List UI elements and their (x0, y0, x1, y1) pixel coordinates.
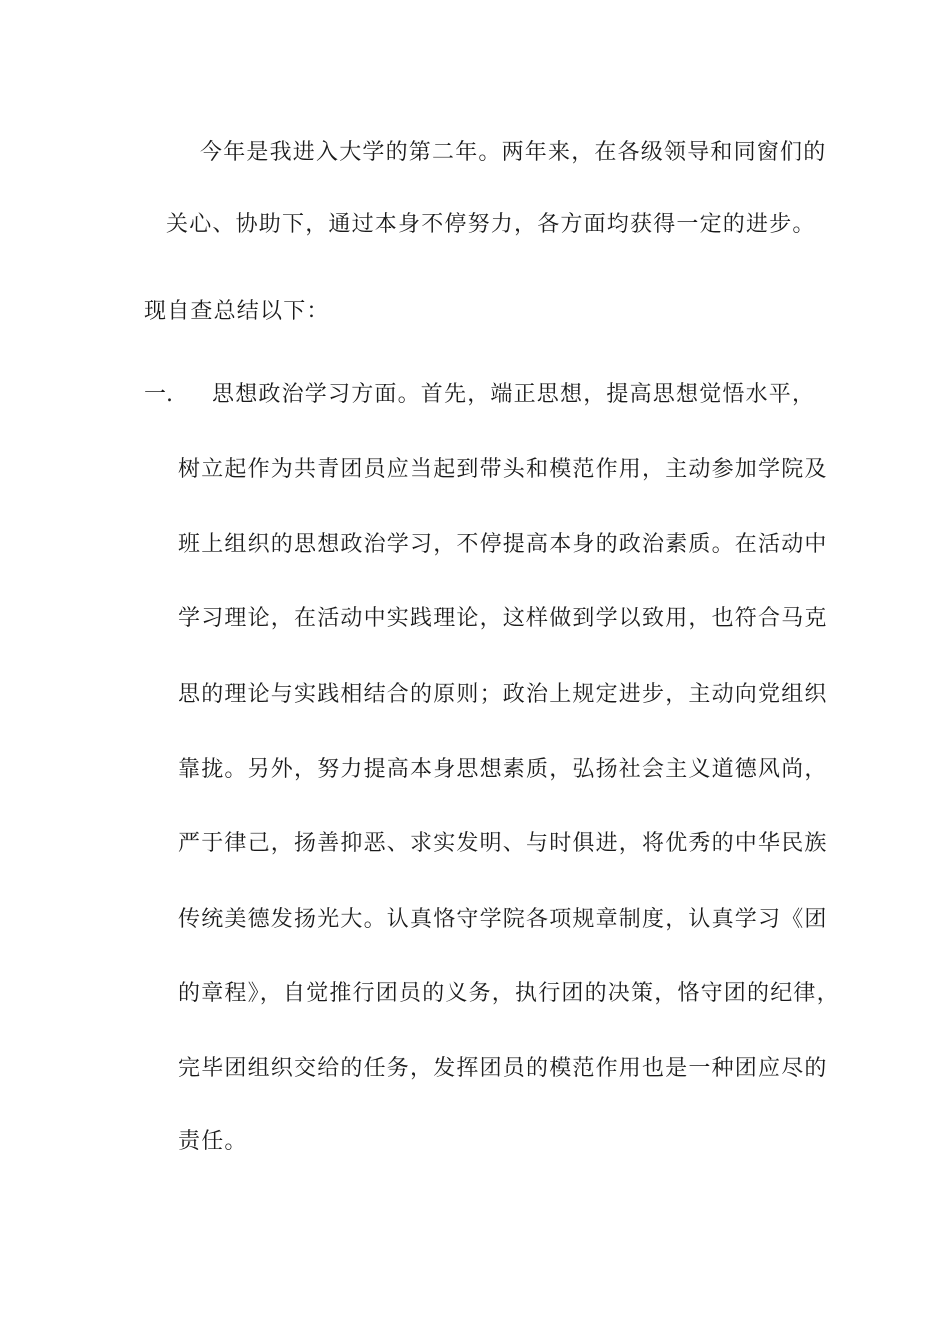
section-1-line-8: 传统美德发扬光大。认真恪守学院各项规章制度，认真学习《团 (178, 907, 828, 932)
section-1-line-7: 严于律己，扬善抑恶、求实发明、与时俱进，将优秀的中华民族 (178, 831, 828, 856)
section-1-line-6: 靠拢。另外，努力提高本身思想素质，弘扬社会主义道德风尚， (178, 757, 828, 782)
intro-line-1: 今年是我进入大学的第二年。两年来，在各级领导和同窗们的 (200, 140, 827, 165)
section-1-line-2: 树立起作为共青团员应当起到带头和模范作用，主动参加学院及 (178, 457, 828, 482)
section-1-line-11: 责任。 (178, 1129, 248, 1154)
section-1-line-5: 思的理论与实践相结合的原则；政治上规定进步，主动向党组织 (178, 682, 828, 707)
section-1-line-4: 学习理论，在活动中实践理论，这样做到学以致用，也符合马克 (178, 606, 828, 631)
section-1-line-10: 完毕团组织交给的任务，发挥团员的模范作用也是一种团应尽的 (178, 1056, 828, 1081)
intro-line-2: 关心、协助下，通过本身不停努力，各方面均获得一定的进步。 (166, 212, 816, 237)
section-1-line-1: 思想政治学习方面。首先，端正思想，提高思想觉悟水平， (212, 382, 816, 407)
section-1-line-9: 的章程》，自觉推行团员的义务，执行团的决策，恪守团的纪律， (178, 981, 840, 1006)
intro-line-3: 现自查总结以下： (144, 299, 330, 324)
section-1-marker: 一. (144, 382, 173, 407)
section-1-line-3: 班上组织的思想政治学习，不停提高本身的政治素质。在活动中 (178, 532, 828, 557)
